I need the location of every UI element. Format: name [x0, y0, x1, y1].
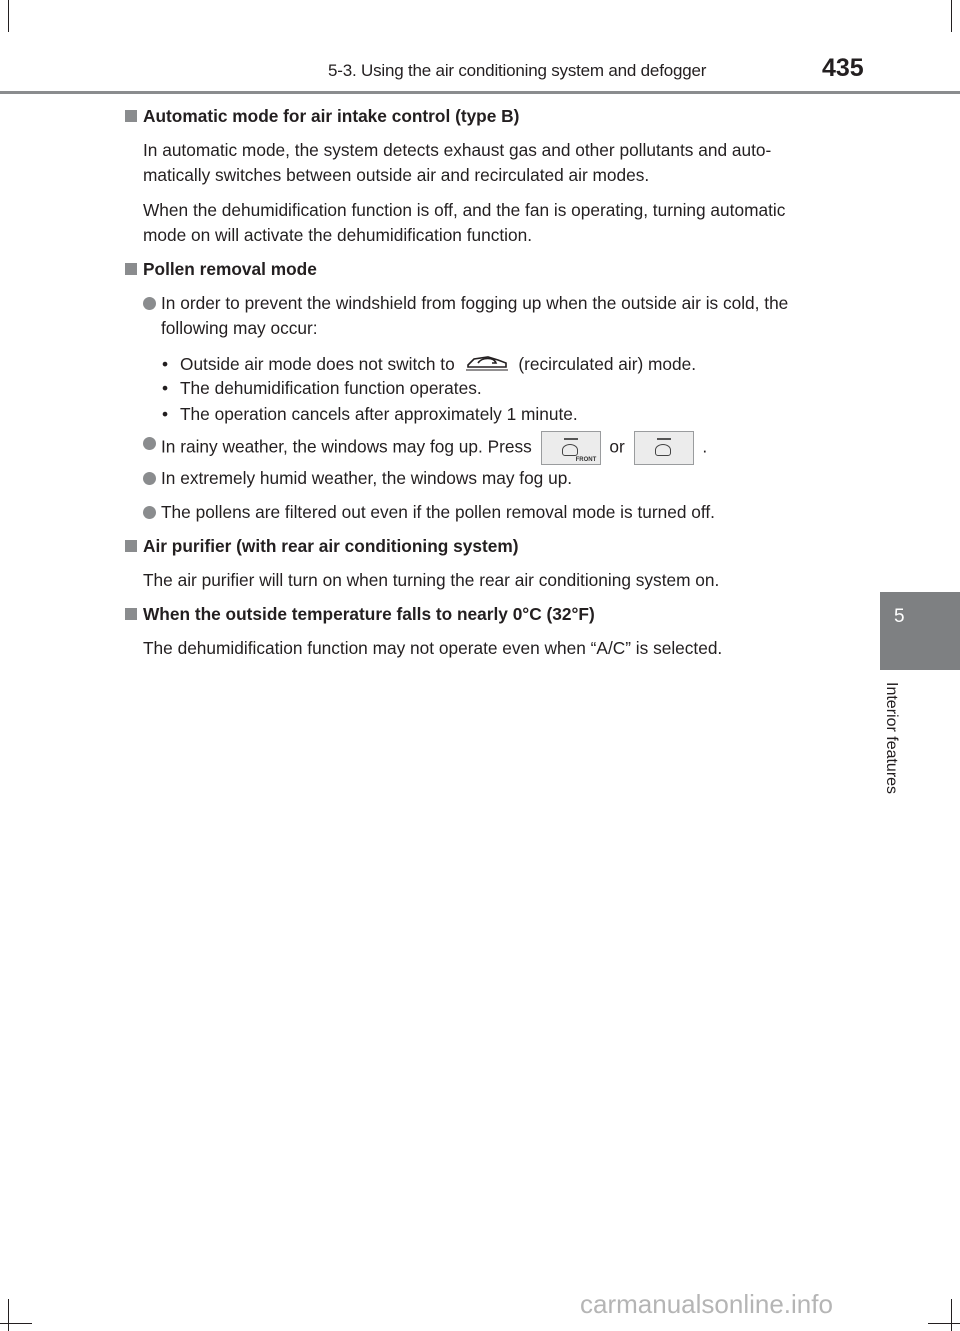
crop-mark — [928, 1323, 960, 1324]
square-bullet-icon — [125, 110, 137, 122]
round-bullet-icon — [143, 437, 156, 450]
paragraph: The dehumidification function may not operate even when “A/C” is selected. — [143, 638, 723, 658]
list-item — [143, 466, 843, 491]
heading-automatic-mode — [125, 104, 845, 129]
round-bullet-icon — [143, 472, 156, 485]
sub-list-item: • Outside air mode does not switch to (recirculated air) mode. — [162, 351, 842, 380]
heading-text: When the outside temperature falls to nearly 0°C (32°F) — [143, 604, 595, 624]
paragraph-line: matically switches between outside air and recirculated air modes. — [143, 165, 650, 185]
square-bullet-icon — [125, 263, 137, 275]
square-bullet-icon — [125, 540, 137, 552]
chapter-label: Interior features — [883, 682, 900, 795]
paragraph — [143, 138, 843, 188]
heading-air-purifier — [125, 534, 845, 559]
round-bullet-icon — [143, 506, 156, 519]
watermark: carmanualsonline.info — [580, 1289, 833, 1319]
paragraph — [143, 198, 843, 248]
list-item — [143, 291, 843, 341]
crop-mark — [951, 0, 952, 32]
sub-list-item: • The operation cancels after approximately 1 minute. — [162, 404, 578, 424]
paragraph: The air purifier will turn on when turning the rear air conditioning system on. — [143, 570, 720, 590]
heading-pollen-removal — [125, 257, 845, 282]
header-divider — [0, 91, 960, 94]
list-item-line: following may occur: — [161, 318, 318, 338]
sub-item-text: (recirculated air) mode. — [518, 354, 697, 375]
sub-item-text: The dehumidification function operates. — [180, 378, 482, 398]
heading-text: Air purifier (with rear air conditioning system) — [143, 536, 519, 556]
defogger-button-icon — [634, 431, 694, 465]
chapter-tab — [880, 592, 960, 670]
chapter-number: 5 — [894, 606, 905, 627]
list-item-text: or — [609, 436, 625, 457]
paragraph-line: When the dehumidification function is off, and the fan is operating, turning automatic — [143, 200, 786, 220]
front-defogger-button-icon — [541, 431, 601, 465]
button-tag: FRONT — [575, 457, 597, 463]
list-item-text: The pollens are filtered out even if the pollen removal mode is turned off. — [161, 502, 715, 522]
crop-mark — [8, 1299, 9, 1331]
list-item-text: . — [702, 436, 708, 457]
sub-item-text: The operation cancels after approximately 1 minute. — [180, 404, 578, 424]
crop-mark — [8, 0, 9, 32]
heading-low-temperature — [125, 602, 845, 627]
paragraph-line: In automatic mode, the system detects exhaust gas and other pollutants and auto- — [143, 140, 772, 160]
round-bullet-icon — [143, 297, 156, 310]
list-item-line: In order to prevent the windshield from fogging up when the outside air is cold, the — [161, 293, 789, 313]
crop-mark — [951, 1299, 952, 1331]
heading-text: Automatic mode for air intake control (type B) — [143, 106, 520, 126]
page-number: 435 — [822, 54, 864, 82]
paragraph-line: mode on will activate the dehumidification function. — [143, 225, 533, 245]
section-title: 5-3. Using the air conditioning system and defogger — [328, 61, 707, 80]
sub-item-text: Outside air mode does not switch to — [180, 354, 455, 375]
sub-list-item: • The dehumidification function operates. — [162, 378, 482, 398]
square-bullet-icon — [125, 608, 137, 620]
heading-text: Pollen removal mode — [143, 259, 317, 279]
list-item-text: In extremely humid weather, the windows may fog up. — [161, 468, 573, 488]
list-item — [143, 431, 843, 465]
list-item — [143, 500, 843, 525]
crop-mark — [0, 1323, 32, 1324]
list-item-text: In rainy weather, the windows may fog up. Press — [161, 436, 532, 457]
